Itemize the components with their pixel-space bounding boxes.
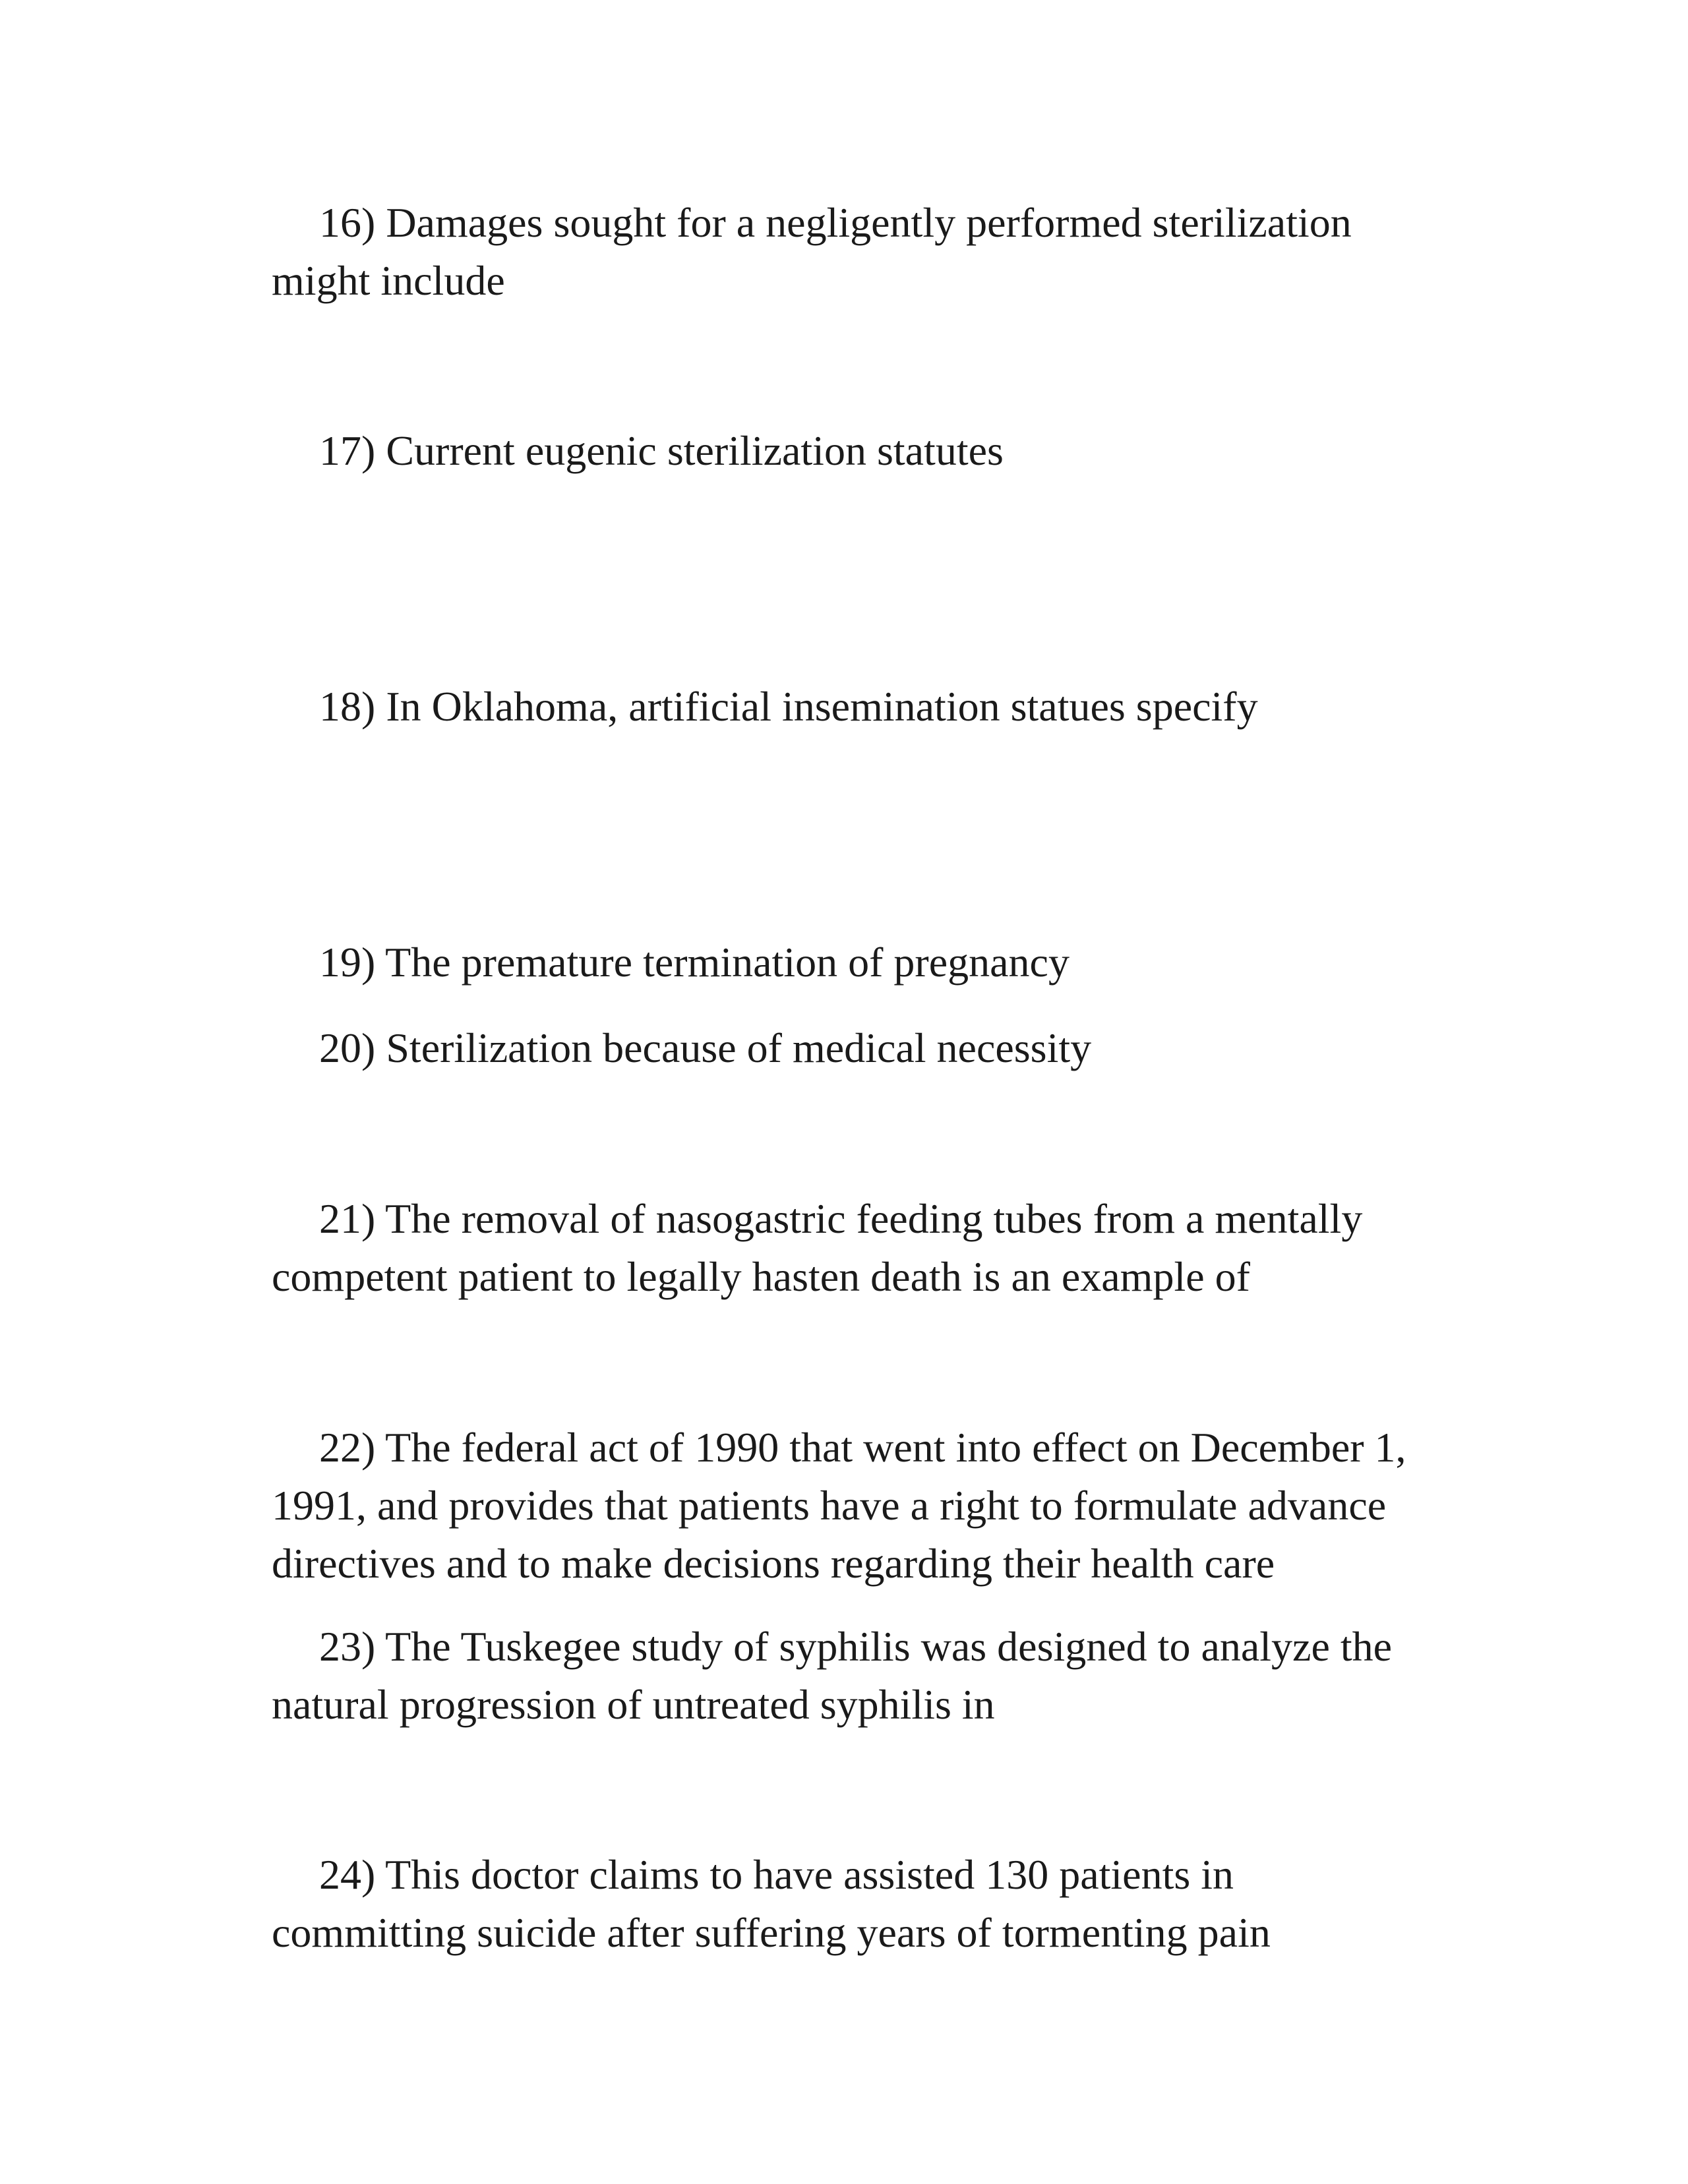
question-23 <box>272 1618 1482 1734</box>
question-number: 22) <box>319 1424 376 1471</box>
question-number: 18) <box>319 683 376 730</box>
question-number: 23) <box>319 1623 376 1670</box>
question-number: 21) <box>319 1195 376 1242</box>
question-17 <box>295 422 1482 480</box>
question-text-continuation: might include <box>272 257 505 304</box>
question-24 <box>272 1846 1482 1962</box>
question-number: 17) <box>319 427 376 474</box>
question-number: 24) <box>319 1851 376 1898</box>
question-text: The removal of nasogastric feeding tubes from a mentally <box>385 1195 1363 1242</box>
question-text: Damages sought for a negligently performed sterilization <box>386 199 1352 246</box>
question-16 <box>272 194 1482 310</box>
question-text: Current eugenic sterilization statutes <box>386 427 1004 474</box>
question-19 <box>295 933 1482 991</box>
question-21 <box>272 1190 1482 1306</box>
question-20 <box>295 1019 1482 1077</box>
question-number: 16) <box>319 199 376 246</box>
question-number: 19) <box>319 939 376 986</box>
question-text: Sterilization because of medical necessity <box>386 1024 1092 1071</box>
question-text-continuation-2: directives and to make decisions regarding their health care <box>272 1540 1275 1587</box>
question-text: In Oklahoma, artificial insemination statues specify <box>386 683 1258 730</box>
question-22 <box>272 1419 1482 1593</box>
question-number: 20) <box>319 1024 376 1071</box>
question-text-continuation: natural progression of untreated syphilis in <box>272 1681 995 1728</box>
question-text: The premature termination of pregnancy <box>385 939 1070 986</box>
question-18 <box>295 678 1482 736</box>
question-text: This doctor claims to have assisted 130 patients in <box>385 1851 1234 1898</box>
question-text-continuation: 1991, and provides that patients have a right to formulate advance <box>272 1482 1387 1529</box>
question-text-continuation: competent patient to legally hasten death is an example of <box>272 1253 1250 1300</box>
question-text: The federal act of 1990 that went into effect on December 1, <box>385 1424 1406 1471</box>
question-text: The Tuskegee study of syphilis was designed to analyze the <box>385 1623 1393 1670</box>
question-text-continuation: committing suicide after suffering years of tormenting pain <box>272 1909 1271 1956</box>
